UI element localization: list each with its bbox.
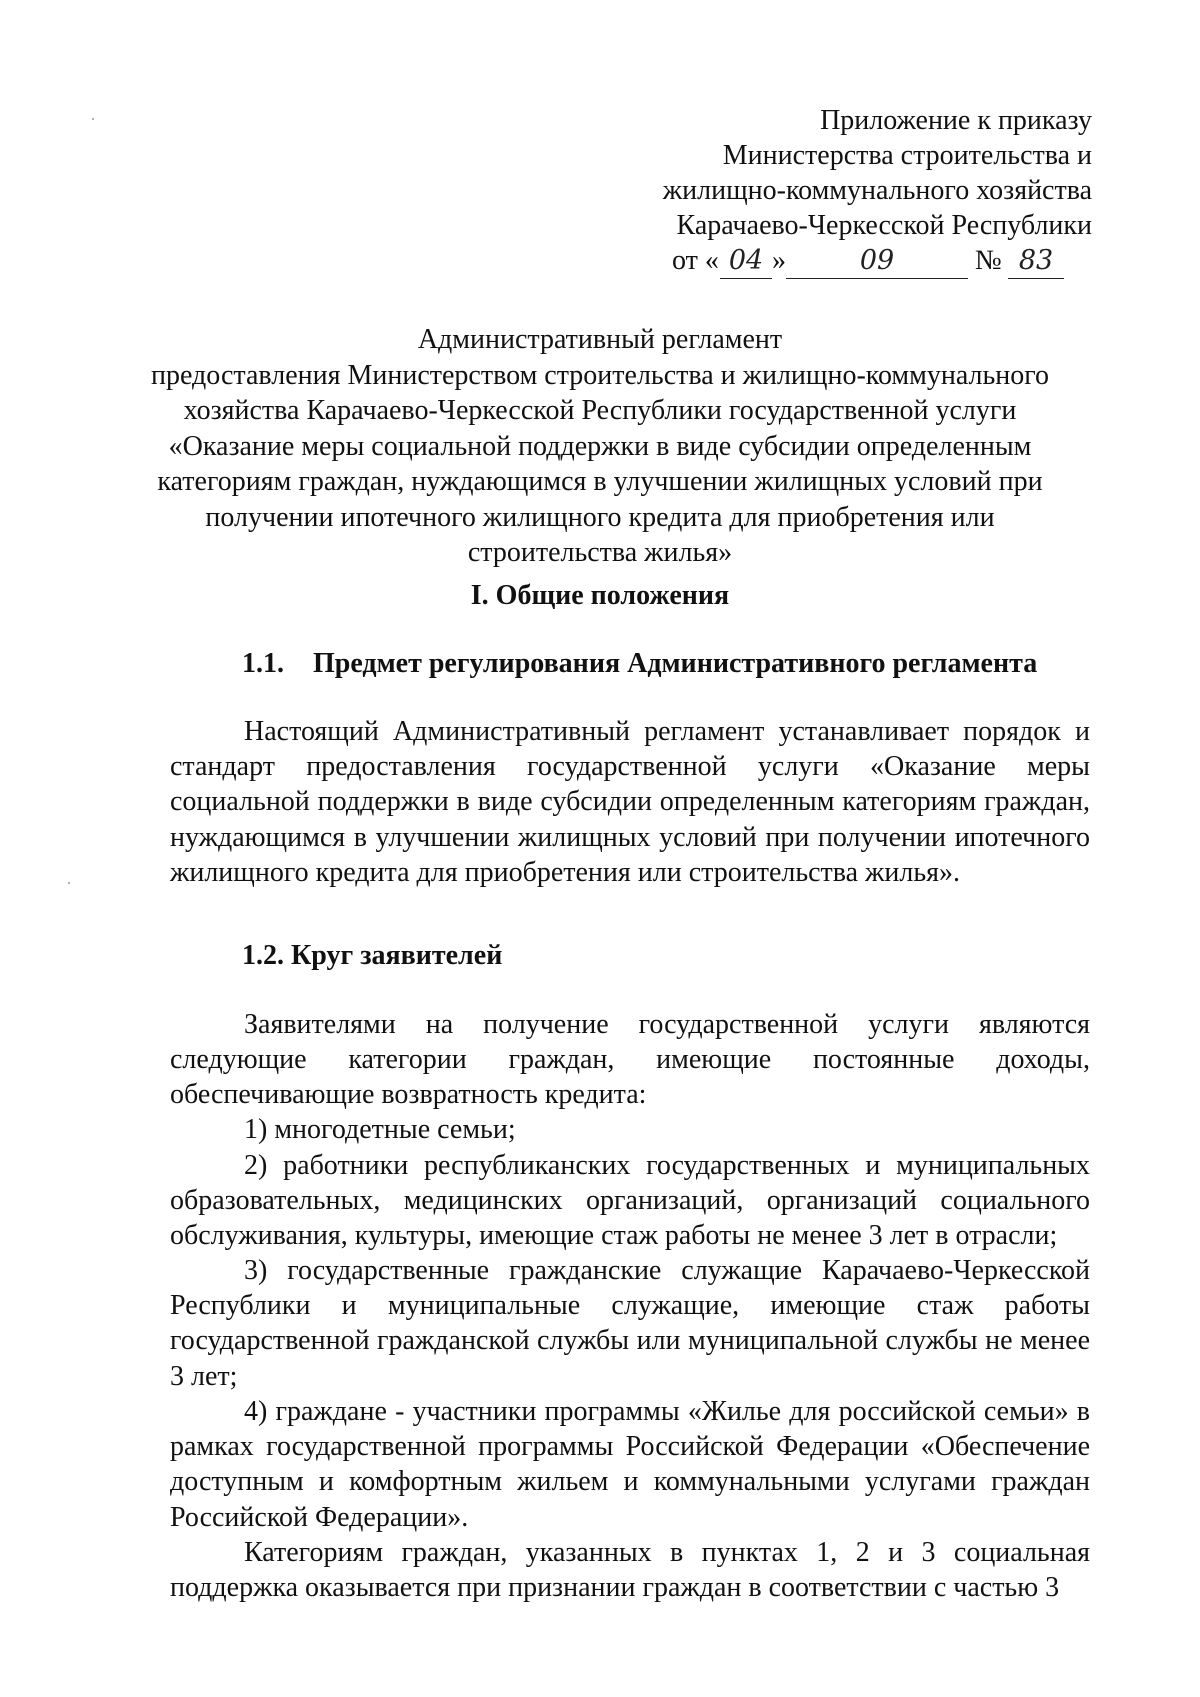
title-line: получении ипотечного жилищного кредита для приобретения или: [205, 501, 995, 533]
header-line: жилищно-коммунального хозяйства: [662, 175, 1092, 206]
title-line: предоставления Министерством строительства и жилищно-коммунального: [150, 359, 1050, 391]
paragraph-categories: Категориям граждан, указанных в пунктах 1, 2 и 3 социальная поддержка оказывается при признании граждан в соответствии с частью 3: [170, 1537, 1090, 1604]
title-line: категориям граждан, нуждающимся в улучшении жилищных условий при: [157, 466, 1043, 497]
title-line: хозяйства Карачаево-Черкесской Республики государственной услуги: [183, 395, 1017, 426]
scan-speck: [92, 118, 94, 120]
paragraph-scope: Настоящий Административный регламент устанавливает порядок и стандарт предоставления государственной услуги «Оказание меры социальной поддержки в виде субсидии определенным категориям граждан, нуждающимся в улучшении жилищных условий при получении ипотечного жилищного кредита для приобретения или строительства жилья».: [170, 716, 1090, 888]
list-item-1: 1) многодетные семьи;: [244, 1114, 516, 1145]
subsection-1-2-heading: 1.2. Круг заявителей: [242, 940, 503, 971]
section-heading: I. Общие положения: [470, 580, 730, 611]
header-line: Приложение к приказу: [820, 105, 1092, 136]
subsection-1-1-heading: [242, 648, 1037, 680]
appendix-header: [620, 103, 1092, 283]
order-prefix: от «: [672, 245, 719, 276]
order-day-handwritten: 04: [720, 243, 772, 279]
order-date-number-line: [672, 243, 1092, 283]
order-number-handwritten: 83: [1008, 243, 1064, 279]
order-number-label: №: [975, 245, 1002, 276]
scan-speck: [68, 882, 70, 884]
header-line: Министерства строительства и: [722, 140, 1092, 171]
header-line: Карачаево-Черкесской Республики: [676, 210, 1092, 241]
paragraph-applicants: Заявителями на получение государственной услуги являются следующие категории граждан, имеющие постоянные доходы, обеспечивающие возвратность кредита:: [170, 1009, 1090, 1111]
order-month-handwritten: 09: [786, 243, 968, 279]
title-line: Административный регламент: [417, 324, 783, 355]
document-title: [130, 322, 1070, 571]
title-line: строительства жилья»: [467, 537, 733, 568]
subsection-number: 1.1.: [242, 648, 284, 679]
subsection-title: Предмет регулирования Административного регламента: [313, 648, 1038, 679]
list-item-3: 3) государственные гражданские служащие Карачаево-Черкесской Республики и муниципальные служащие, имеющие стаж работы государственной гражданской службы или муниципальной службы не менее 3 лет;: [170, 1255, 1090, 1392]
order-quote-close: »: [772, 245, 786, 276]
list-item-4: 4) граждане - участники программы «Жилье для российской семьи» в рамках государственной программы Российской Федерации «Обеспечение доступным и комфортным жильем и коммунальными услугами граждан Российской Федерации».: [170, 1396, 1090, 1533]
list-item-2: 2) работники республиканских государственных и муниципальных образовательных, медицинских организаций, организаций социального обслуживания, культуры, имеющие стаж работы не менее 3 лет в отрасли;: [170, 1150, 1090, 1252]
title-line: «Оказание меры социальной поддержки в виде субсидии определенным: [168, 430, 1032, 462]
